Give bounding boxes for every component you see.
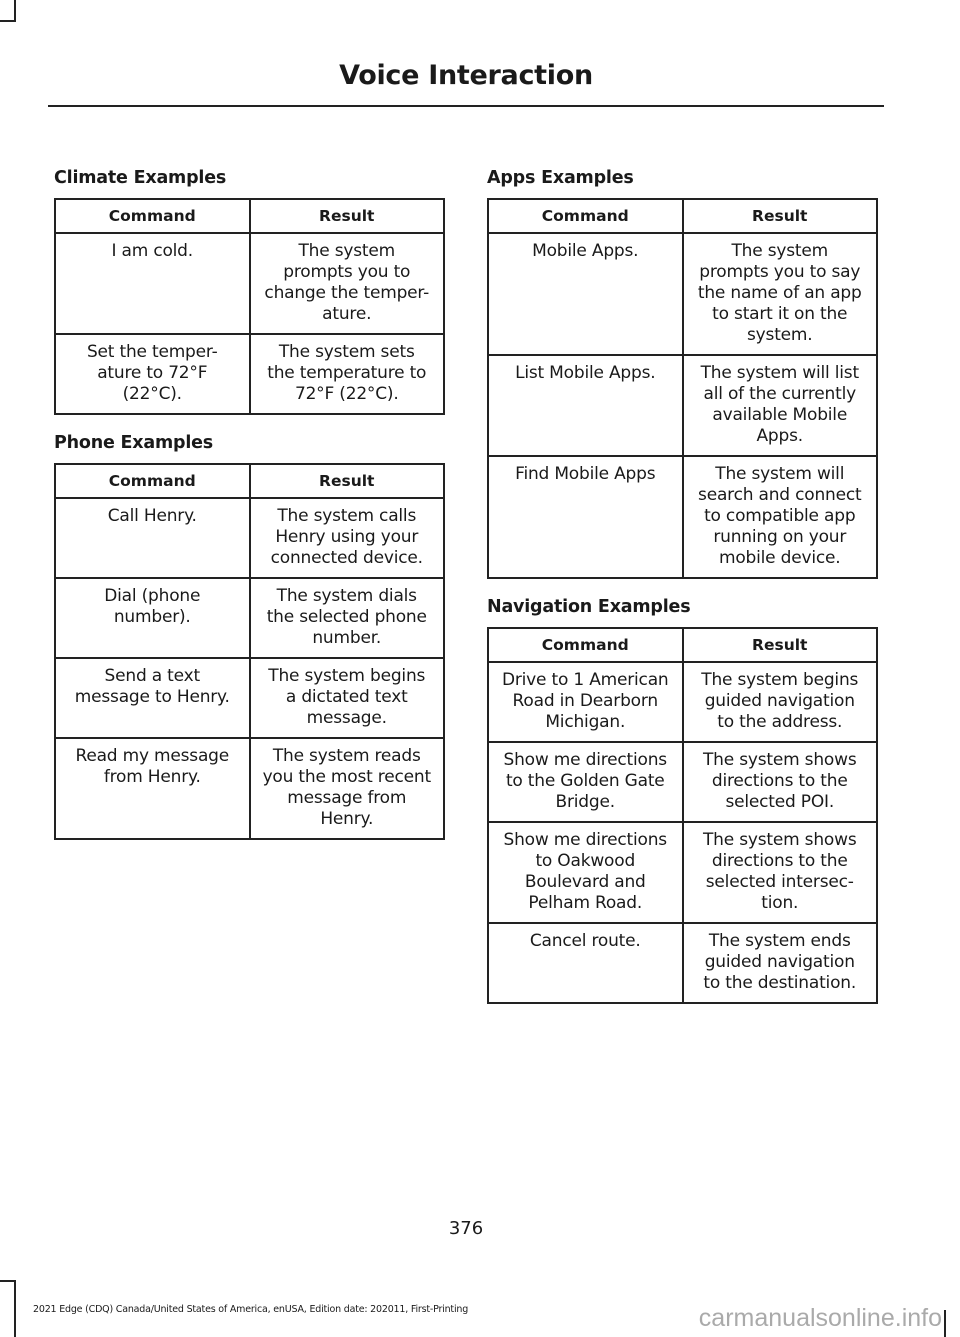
phone-section-title: Phone Examples	[54, 433, 214, 453]
result-cell: The system calls Henry using your connected device.	[250, 498, 445, 578]
command-cell: Send a text message to Henry.	[55, 658, 250, 738]
command-cell: I am cold.	[55, 233, 250, 334]
command-cell: Show me directions to the Golden Gate Bridge.	[488, 742, 683, 822]
result-cell: The system ends guided navigation to the destination.	[683, 923, 878, 1003]
result-cell: The system shows directions to the selected intersec- tion.	[683, 822, 878, 923]
column-header-result: Result	[250, 464, 445, 498]
command-cell: Dial (phone number).	[55, 578, 250, 658]
watermark: carmanualsonline.info	[698, 1304, 942, 1332]
column-header-command: Command	[488, 199, 683, 233]
table-row	[488, 742, 877, 822]
table-header-row	[55, 464, 444, 498]
table-row	[488, 233, 877, 355]
climate-section-title: Climate Examples	[54, 168, 227, 188]
command-cell: Drive to 1 American Road in Dearborn Michigan.	[488, 662, 683, 742]
column-header-result: Result	[683, 199, 878, 233]
crop-mark	[944, 1310, 946, 1337]
column-header-result: Result	[250, 199, 445, 233]
command-cell: Show me directions to Oakwood Boulevard and Pelham Road.	[488, 822, 683, 923]
crop-mark	[0, 20, 16, 22]
result-cell: The system will search and connect to compatible app running on your mobile device.	[683, 456, 878, 578]
table-row	[488, 355, 877, 456]
phone-examples-table	[54, 463, 445, 840]
column-header-command: Command	[55, 464, 250, 498]
table-row	[488, 822, 877, 923]
table-row	[488, 923, 877, 1003]
command-cell: Read my message from Henry.	[55, 738, 250, 839]
command-cell: Cancel route.	[488, 923, 683, 1003]
command-cell: List Mobile Apps.	[488, 355, 683, 456]
edition-info: 2021 Edge (CDQ) Canada/United States of America, enUSA, Edition date: 202011, First-Printing	[33, 1304, 469, 1315]
apps-section-title: Apps Examples	[487, 168, 634, 188]
command-cell: Call Henry.	[55, 498, 250, 578]
table-header-row	[55, 199, 444, 233]
column-header-command: Command	[55, 199, 250, 233]
result-cell: The system prompts you to change the temper- ature.	[250, 233, 445, 334]
result-cell: The system shows directions to the selected POI.	[683, 742, 878, 822]
crop-mark	[14, 0, 16, 20]
result-cell: The system begins a dictated text message.	[250, 658, 445, 738]
command-cell: Find Mobile Apps	[488, 456, 683, 578]
table-row	[55, 578, 444, 658]
crop-mark	[0, 1280, 16, 1282]
result-cell: The system sets the temperature to 72°F (22°C).	[250, 334, 445, 414]
result-cell: The system will list all of the currently available Mobile Apps.	[683, 355, 878, 456]
header-rule	[48, 105, 884, 107]
result-cell: The system prompts you to say the name of an app to start it on the system.	[683, 233, 878, 355]
command-cell: Set the temper- ature to 72°F (22°C).	[55, 334, 250, 414]
page-number: 376	[448, 1218, 484, 1239]
table-row	[488, 456, 877, 578]
navigation-section-title: Navigation Examples	[487, 597, 691, 617]
table-header-row	[488, 628, 877, 662]
navigation-examples-table	[487, 627, 878, 1004]
crop-mark	[14, 1280, 16, 1337]
table-row	[55, 498, 444, 578]
result-cell: The system begins guided navigation to the address.	[683, 662, 878, 742]
result-cell: The system reads you the most recent message from Henry.	[250, 738, 445, 839]
table-row	[55, 658, 444, 738]
climate-examples-table	[54, 198, 445, 415]
column-header-result: Result	[683, 628, 878, 662]
result-cell: The system dials the selected phone number.	[250, 578, 445, 658]
table-row	[55, 738, 444, 839]
page-title: Voice Interaction	[339, 60, 593, 91]
table-row	[55, 233, 444, 334]
command-cell: Mobile Apps.	[488, 233, 683, 355]
apps-examples-table	[487, 198, 878, 579]
table-row	[488, 662, 877, 742]
table-header-row	[488, 199, 877, 233]
column-header-command: Command	[488, 628, 683, 662]
table-row	[55, 334, 444, 414]
